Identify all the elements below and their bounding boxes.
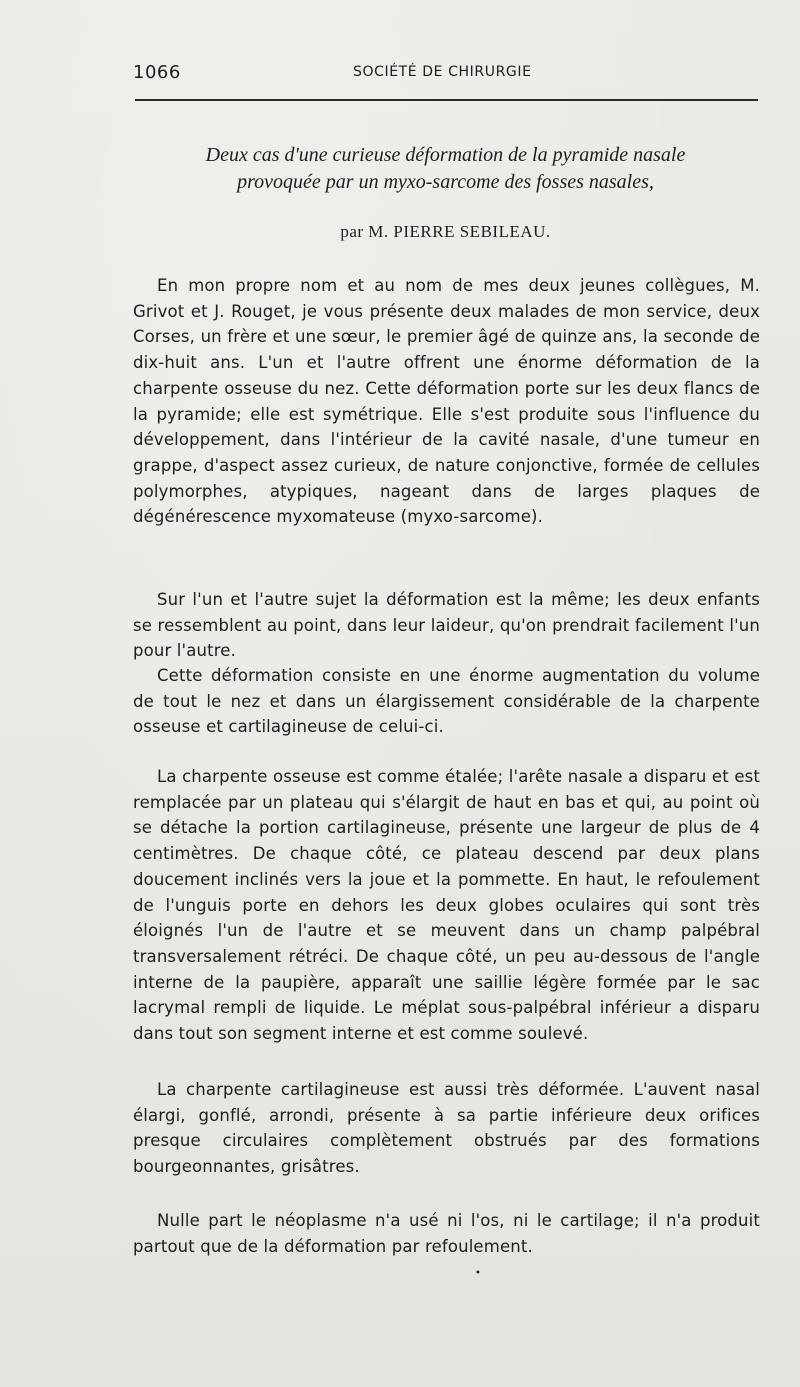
paragraph: La charpente cartilagineuse est aussi très déformée. L'auvent nasal élargi, gonflé, arrondi, présente à sa partie inférieure deux orifices presque circulaires complètement obstrués par des formations bourgeonnantes, grisâtres.	[133, 1080, 760, 1177]
paragraph: Nulle part le néoplasme n'a usé ni l'os, ni le cartilage; il n'a produit partout que de la déformation par refoulement.	[133, 1211, 760, 1256]
paragraph: La charpente osseuse est comme étalée; l'arête nasale a disparu et est remplacée par un plateau qui s'élargit de haut en bas et qui, au point où se détache la portion cartilagineuse, présente une largeur de plus de 4 centimètres. De chaque côté, ce plateau descend par deux plans doucement inclinés vers la joue et la pommette. En haut, le refoulement de l'unguis porte en dehors les deux globes oculaires qui sont très éloignés l'un de l'autre et se meuvent dans un champ palpébral transversalement rétréci. De chaque côté, un peu au-dessous de l'angle interne de la paupière, apparaît une saillie légère formée par le sac lacrymal rempli de liquide. Le méplat sous-palpébral inférieur a disparu dans tout son segment interne et est comme soulevé.	[133, 767, 760, 1044]
article-title-line-1: Deux cas d'une curieuse déformation de la pyramide nasale	[205, 144, 686, 166]
paragraph: Cette déformation consiste en une énorme augmentation du volume de tout le nez et dans un élargissement considérable de la charpente osseuse et cartilagineuse de celui-ci.	[133, 666, 760, 737]
footer-dot: •	[475, 1268, 481, 1279]
article-title	[133, 142, 758, 196]
paragraph: Sur l'un et l'autre sujet la déformation est la même; les deux enfants se ressemblent au point, dans leur laideur, qu'on prendrait facilement l'un pour l'autre.	[133, 590, 760, 661]
page-header	[133, 58, 758, 88]
paragraph: En mon propre nom et au nom de mes deux jeunes collègues, M. Grivot et J. Rouget, je vous présente deux malades de mon service, deux Corses, un frère et une sœur, le premier âgé de quinze ans, la seconde de dix-huit ans. L'un et l'autre offrent une énorme déformation de la charpente osseuse du nez. Cette déformation porte sur les deux flancs de la pyramide; elle est symétrique. Elle s'est produite sous l'influence du développement, dans l'intérieur de la cavité nasale, d'une tumeur en grappe, d'aspect assez curieux, de nature conjonctive, formée de cellules polymorphes, atypiques, nageant dans de larges plaques de dégénérescence myxomateuse (myxo-sarcome).	[133, 276, 760, 527]
running-head: SOCIÉTÉ DE CHIRURGIE	[353, 64, 532, 80]
page-number: 1066	[133, 62, 181, 83]
article-title-line-2: provoquée par un myxo-sarcome des fosses nasales,	[237, 171, 654, 193]
author-byline: par M. PIERRE SEBILEAU.	[340, 222, 551, 241]
header-rule	[135, 99, 758, 101]
